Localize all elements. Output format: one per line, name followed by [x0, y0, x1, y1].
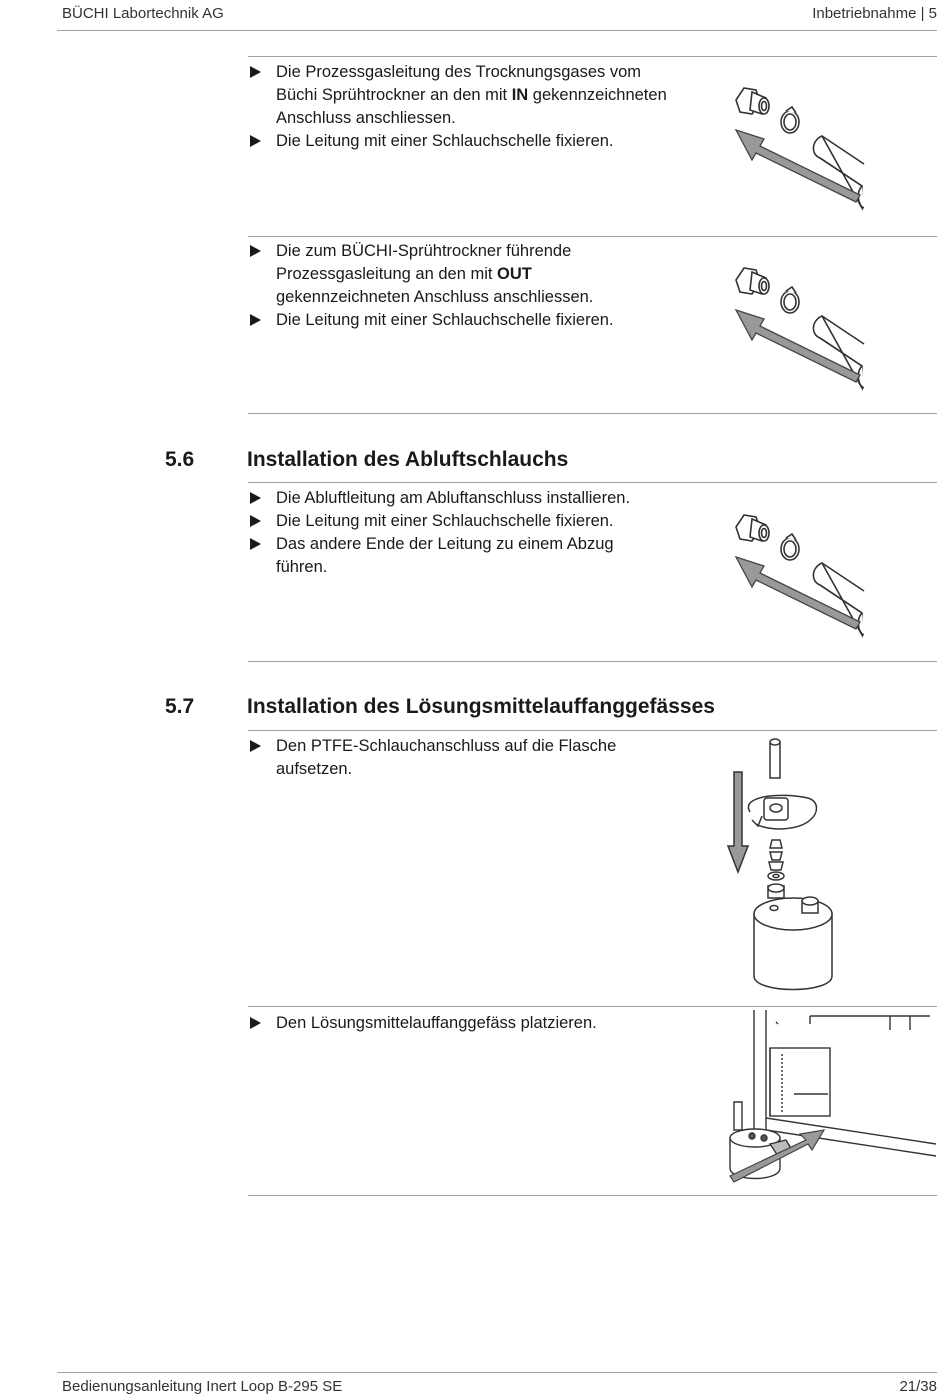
page-number: 21/38 [899, 1378, 937, 1395]
hose-connection-illustration [726, 505, 866, 647]
step-item [248, 735, 668, 781]
step-item [248, 1012, 668, 1035]
divider [248, 1195, 937, 1196]
bullet-triangle-icon [250, 314, 261, 326]
steps-in [248, 61, 668, 153]
bullet-triangle-icon [250, 245, 261, 257]
device-placement-illustration [720, 1010, 938, 1185]
bullet-triangle-icon [250, 515, 261, 527]
step-text: gekennzeichneten Anschluss anschliessen. [276, 288, 594, 306]
section-rule [248, 482, 937, 483]
step-text: Das andere Ende der Leitung zu einem Abzug führen. [276, 535, 614, 576]
divider [248, 413, 937, 414]
hose-connection-illustration [726, 258, 866, 400]
bullet-triangle-icon [250, 538, 261, 550]
step-text: Die Abluftleitung am Abluftanschluss installieren. [276, 489, 631, 507]
section-title: Installation des Abluftschlauchs [247, 448, 569, 471]
bullet-triangle-icon [250, 492, 261, 504]
step-item [248, 487, 668, 510]
steps-place [248, 1012, 668, 1035]
footer-rule [57, 1372, 937, 1373]
steps-bottle [248, 735, 668, 781]
step-item [248, 61, 668, 130]
divider [248, 661, 937, 662]
divider [248, 236, 937, 237]
step-text: Die Leitung mit einer Schlauchschelle fixieren. [276, 512, 614, 530]
steps-exhaust [248, 487, 668, 579]
step-item [248, 240, 668, 309]
step-text: Die Leitung mit einer Schlauchschelle fixieren. [276, 132, 614, 150]
section-number: 5.6 [165, 448, 195, 471]
step-item [248, 130, 668, 153]
bullet-triangle-icon [250, 1017, 261, 1029]
connector-label: IN [511, 86, 529, 104]
divider [248, 1006, 937, 1007]
step-text: gekennzeichneten Anschluss anschliessen. [276, 86, 667, 127]
hose-connection-illustration [726, 78, 866, 220]
step-text: Die zum BÜCHI-Sprühtrockner führende Prozessgasleitung an den mit [276, 242, 572, 283]
header-company: BÜCHI Labortechnik AG [62, 5, 224, 22]
header-rule [57, 30, 937, 31]
bullet-triangle-icon [250, 740, 261, 752]
bottle-assembly-illustration [720, 736, 850, 994]
bullet-triangle-icon [250, 66, 261, 78]
step-text: Den Lösungsmittelauffanggefäss platzieren. [276, 1014, 597, 1032]
divider [248, 56, 937, 57]
step-text: Den PTFE-Schlauchanschluss auf die Flasche aufsetzen. [276, 737, 617, 778]
section-rule [248, 730, 937, 731]
step-item [248, 533, 668, 579]
step-item [248, 309, 668, 332]
connector-label: OUT [497, 265, 532, 283]
section-number: 5.7 [165, 695, 195, 718]
step-item [248, 510, 668, 533]
bullet-triangle-icon [250, 135, 261, 147]
header-chapter: Inbetriebnahme | 5 [812, 5, 937, 22]
footer-document-title: Bedienungsanleitung Inert Loop B-295 SE [62, 1378, 343, 1395]
step-text: Die Leitung mit einer Schlauchschelle fixieren. [276, 311, 614, 329]
section-title: Installation des Lösungsmittelauffanggefässes [247, 695, 715, 718]
step-text: Die Prozessgasleitung des Trocknungsgases vom Büchi Sprühtrockner an den mit [276, 63, 642, 104]
steps-out [248, 240, 668, 332]
